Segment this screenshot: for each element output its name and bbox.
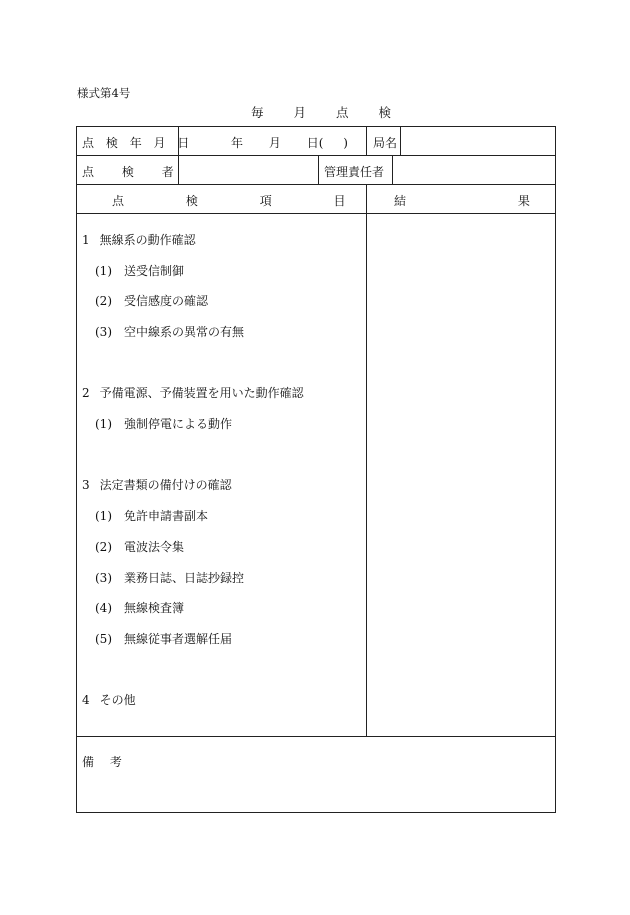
- manager-label: 管理責任者: [324, 165, 385, 179]
- section-heading: 1 無線系の動作確認: [82, 233, 196, 247]
- list-item: (4) 無線検査簿: [95, 601, 185, 615]
- column-divider: [400, 126, 401, 156]
- list-item: (2) 電波法令集: [95, 540, 185, 554]
- title-char: 検: [378, 105, 393, 120]
- column-divider: [366, 126, 367, 156]
- column-divider: [318, 155, 319, 185]
- items-column-header: 点 検 項 目: [112, 194, 346, 208]
- inspector-field[interactable]: [184, 163, 314, 181]
- list-item: (3) 空中線系の異常の有無: [95, 325, 245, 339]
- page-title: [251, 103, 392, 121]
- form-number: 様式第4号: [77, 86, 131, 100]
- list-item: (1) 強制停電による動作: [95, 417, 233, 431]
- list-item: (2) 受信感度の確認: [95, 294, 209, 308]
- list-item: (1) 送受信制御: [95, 264, 185, 278]
- remarks-label: 備 考: [82, 755, 122, 769]
- manager-field[interactable]: [398, 163, 552, 181]
- row-divider: [76, 213, 556, 214]
- row-divider: [76, 184, 556, 185]
- list-item: (1) 免許申請書副本: [95, 509, 209, 523]
- section-heading: 4 その他: [82, 693, 136, 707]
- section-heading: 3 法定書類の備付けの確認: [82, 478, 232, 492]
- inspection-date-label: 点 検 年 月 日: [82, 136, 190, 150]
- title-char: 毎: [251, 105, 265, 120]
- column-divider: [392, 155, 393, 185]
- title-char: 月: [293, 105, 308, 120]
- station-name-label: 局名: [373, 136, 398, 150]
- result-column-header: 結 果: [394, 194, 530, 208]
- result-field[interactable]: [368, 215, 554, 735]
- title-char: 点: [336, 105, 350, 120]
- remarks-field[interactable]: [78, 775, 554, 811]
- row-divider: [76, 736, 556, 737]
- inspector-label: 点 検 者: [82, 165, 174, 179]
- column-divider: [366, 184, 367, 737]
- station-name-field[interactable]: [406, 134, 552, 152]
- row-divider: [76, 155, 556, 156]
- section-heading: 2 予備電源、予備装置を用いた動作確認: [82, 386, 304, 400]
- inspection-date-field[interactable]: 年 月 日( ): [231, 136, 348, 150]
- list-item: (5) 無線従事者選解任届: [95, 632, 233, 646]
- list-item: (3) 業務日誌、日誌抄録控: [95, 571, 245, 585]
